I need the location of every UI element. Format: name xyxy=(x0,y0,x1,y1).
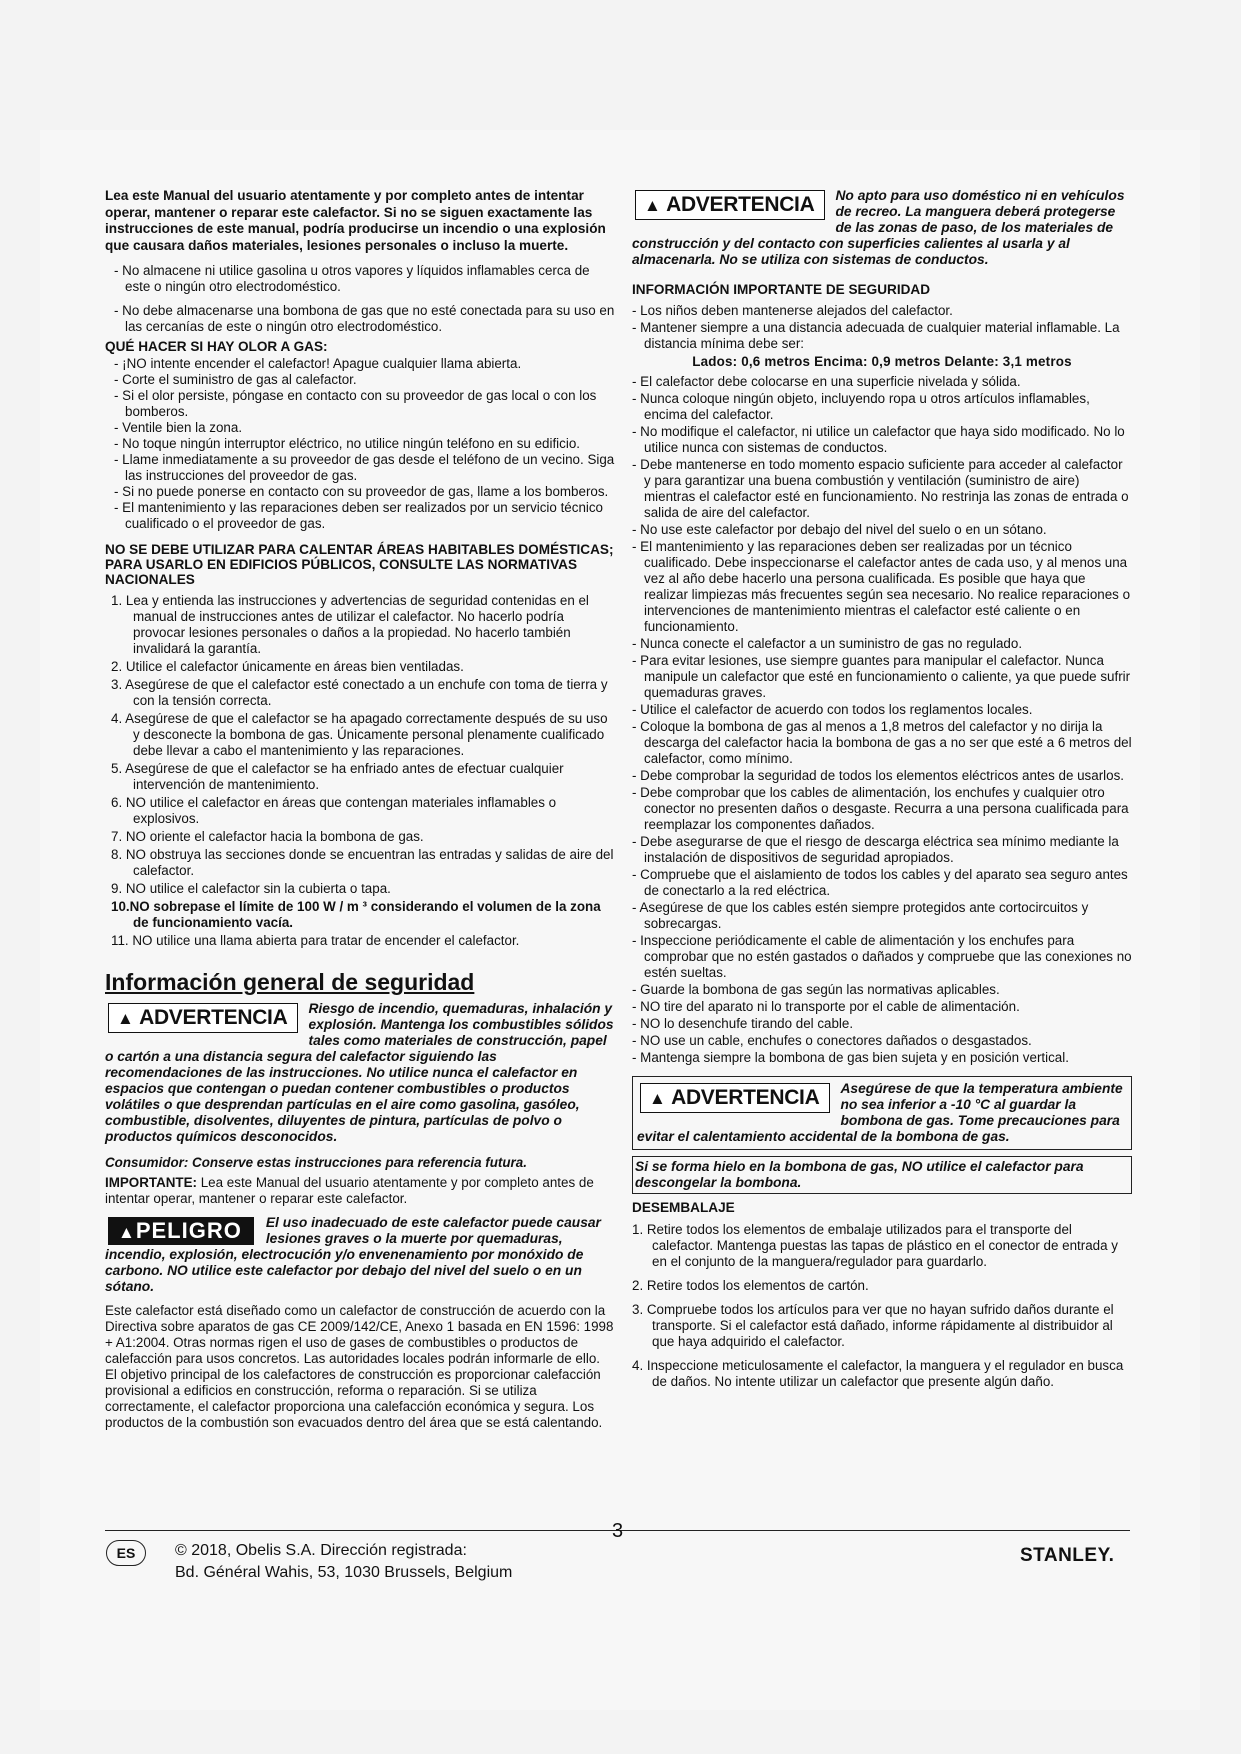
page-number: 3 xyxy=(612,1520,624,1542)
list-item: - Los niños deben mantenerse alejados del calefactor. xyxy=(632,303,953,318)
list-item: - Nunca coloque ningún objeto, incluyendo ropa u otros artículos inflamables, encima del calefactor. xyxy=(632,391,1090,422)
list-item: 7. NO oriente el calefactor hacia la bombona de gas. xyxy=(111,829,424,844)
ice-note: Si se forma hielo en la bombona de gas, NO utilice el calefactor para descongelar la bombona. xyxy=(632,1156,1132,1194)
fire-risk-warning xyxy=(105,1001,615,1145)
no-use-heading: NO SE DEBE UTILIZAR PARA CALENTAR ÁREAS HABITABLES DOMÉSTICAS; PARA USARLO EN EDIFICIOS PÚBLICOS, CONSULTE LAS NORMATIVAS NACIONALES xyxy=(105,542,614,587)
list-item: 6. NO utilice el calefactor en áreas que contengan materiales inflamables o explosivos. xyxy=(111,795,557,826)
list-item: - Debe mantenerse en todo momento espacio suficiente para acceder al calefactor y para garantizar una buena combustión y ventilación (suministro de aire) mientras el calefactor esté en funcionamiento. No restrinja las zonas de entrada o salida de aire del calefactor. xyxy=(632,457,1129,520)
warning-badge: ▲ ADVERTENCIA xyxy=(108,1003,298,1033)
right-column xyxy=(632,188,1132,1398)
list-item: - No use este calefactor por debajo del nivel del suelo o en un sótano. xyxy=(632,522,1047,537)
list-item: - Debe comprobar la seguridad de todos los elementos eléctricos antes de usarlos. xyxy=(632,768,1125,783)
list-item: - Llame inmediatamente a su proveedor de gas desde el teléfono de un vecino. Siga las instrucciones del proveedor de gas. xyxy=(114,452,615,483)
list-item: - Nunca conecte el calefactor a un suministro de gas no regulado. xyxy=(632,636,1023,651)
list-item: 1. Retire todos los elementos de embalaje utilizados para el transporte del calefactor. Mantenga puestas las tapas de plástico en el conector de entrada y en el conjunto de la manguera/regulador para guardarlo. xyxy=(632,1222,1118,1269)
list-item: - Mantener siempre a una distancia adecuada de cualquier material inflamable. La distancia mínima debe ser: xyxy=(632,320,1120,351)
consumer-note: Consumidor: Conserve estas instrucciones para referencia futura. xyxy=(105,1155,527,1170)
design-description: Este calefactor está diseñado como un calefactor de construcción de acuerdo con la Directiva sobre aparatos de gas CE 2009/142/CE, Anexo 1 basada en EN 1596: 1998 + A1:2004. Otras normas rigen el uso de gases de combustibles o productos de calefacción para usos concretos. Las autoridades locales podrán informarle de ello. El objetivo principal de los calefactores de construcción es proporcionar calefacción provisional a edificios en construcción, reforma o reparación. Si se utiliza correctamente, el calefactor proporciona una calefacción económica y segura. Los productos de la combustión son evacuados dentro del área que se está calentando. xyxy=(105,1303,614,1430)
list-item: - Corte el suministro de gas al calefactor. xyxy=(114,372,357,387)
brand-logo: STANLEY. xyxy=(1020,1545,1115,1566)
list-item: 5. Asegúrese de que el calefactor se ha enfriado antes de efectuar cualquier intervención de mantenimiento. xyxy=(111,761,564,792)
list-item: - Si no puede ponerse en contacto con su proveedor de gas, llame a los bomberos. xyxy=(114,484,609,499)
list-item: - Ventile bien la zona. xyxy=(114,420,243,435)
list-item: - El mantenimiento y las reparaciones deben ser realizados por un servicio técnico cualificado o el proveedor de gas. xyxy=(114,500,604,531)
list-item: 11. NO utilice una llama abierta para tratar de encender el calefactor. xyxy=(111,933,520,948)
list-item: 3. Asegúrese de que el calefactor esté conectado a un enchufe con toma de tierra y con la tensión correcta. xyxy=(111,677,608,708)
list-item: 8. NO obstruya las secciones donde se encuentran las entradas y salidas de aire del calefactor. xyxy=(111,847,614,878)
list-item: 2. Utilice el calefactor únicamente en áreas bien ventiladas. xyxy=(111,659,464,674)
safety-list xyxy=(632,374,1132,1066)
warning-triangle-icon: ▲ xyxy=(117,1009,134,1028)
warning-badge: ▲ ADVERTENCIA xyxy=(640,1083,830,1113)
list-item: - Inspeccione periódicamente el cable de alimentación y los enchufes para comprobar que no estén gastados o dañados y compruebe que las conexiones no estén sueltas. xyxy=(632,933,1132,980)
warning-badge: ▲ ADVERTENCIA xyxy=(635,190,825,220)
warning-cylinder: - No debe almacenarse una bombona de gas que no esté conectada para su uso en las cercanías de este o ningún otro electrodoméstico. xyxy=(114,303,615,334)
warning-triangle-icon: ▲ xyxy=(644,196,661,215)
danger-text: El uso inadecuado de este calefactor puede causar lesiones graves o la muerte por quemaduras, incendio, explosión, electrocución y/o envenenamiento por monóxido de carbono. NO utilice este calefactor por debajo del nivel del suelo o en un sótano. xyxy=(105,1215,601,1294)
warning-gasoline: - No almacene ni utilice gasolina u otros vapores y líquidos inflamables cerca de este o ningún otro electrodoméstico. xyxy=(114,263,590,294)
important-note: IMPORTANTE: Lea este Manual del usuario atentamente y por completo antes de intentar operar, mantener o reparar este calefactor. xyxy=(105,1175,594,1206)
list-item: - Guarde la bombona de gas según las normativas aplicables. xyxy=(632,982,1000,997)
list-item: - NO lo desenchufe tirando del cable. xyxy=(632,1016,854,1031)
list-item: 4. Inspeccione meticulosamente el calefactor, la manguera y el regulador en busca de daños. No intente utilizar un calefactor que presente algún daño. xyxy=(632,1358,1124,1389)
list-item: - Coloque la bombona de gas al menos a 1,8 metros del calefactor y no dirija la descarga del calefactor hacia la bombona de gas a no ser que esté a 6 metros del calefactor, como mínimo. xyxy=(632,719,1132,766)
list-item: - ¡NO intente encender el calefactor! Apague cualquier llama abierta. xyxy=(114,356,522,371)
list-item: - Debe asegurarse de que el riesgo de descarga eléctrica sea mínimo mediante la instalación de dispositivos de seguridad apropiados. xyxy=(632,834,1119,865)
list-item: - NO use un cable, enchufes o conectores dañados o desgastados. xyxy=(632,1033,1032,1048)
footer-address xyxy=(175,1540,512,1584)
domestic-warning xyxy=(632,188,1132,268)
min-distances: Lados: 0,6 metros Encima: 0,9 metros Delante: 3,1 metros xyxy=(692,354,1072,369)
address-text: Bd. Général Wahis, 53, 1030 Brussels, Belgium xyxy=(175,1564,513,1581)
list-item: 3. Compruebe todos los artículos para ver que no hayan sufrido daños durante el transporte. Si el calefactor está dañado, informe rápidamente al distribuidor al que haya adquirido el calefactor. xyxy=(632,1302,1114,1349)
list-item: - No modifique el calefactor, ni utilice un calefactor que haya sido modificado. No lo utilice nunca con sistemas de conductos. xyxy=(632,424,1125,455)
list-item: - Debe comprobar que los cables de alimentación, los enchufes y cualquier otro conector no presenten daños o desgaste. Recurra a una persona cualificada para reemplazar los componentes dañados. xyxy=(632,785,1129,832)
copyright-text: © 2018, Obelis S.A. Dirección registrada: xyxy=(175,1542,467,1559)
domestic-warning-text: No apto para uso doméstico ni en vehículos de recreo. La manguera deberá protegerse de las zonas de paso, de los materiales de construcción y del contacto con superficies calientes al usarla y al almacenarla. No se utiliza con sistemas de conductos. xyxy=(632,188,1125,267)
gas-smell-heading: QUÉ HACER SI HAY OLOR A GAS: xyxy=(105,339,328,354)
list-item: 2. Retire todos los elementos de cartón. xyxy=(632,1278,869,1293)
list-item: - Asegúrese de que los cables estén siempre protegidos ante cortocircuitos y sobrecargas. xyxy=(632,900,1089,931)
list-item: 1. Lea y entienda las instrucciones y advertencias de seguridad contenidas en el manual de instrucciones antes de utilizar el calefactor. No hacerlo podría provocar lesiones personales o daños a la propiedad. No hacerlo también invalidará la garantía. xyxy=(111,593,589,656)
list-item: - Mantenga siempre la bombona de gas bien sujeta y en posición vertical. xyxy=(632,1050,1069,1065)
list-item: 9. NO utilice el calefactor sin la cubierta o tapa. xyxy=(111,881,391,896)
list-item: - Utilice el calefactor de acuerdo con todos los reglamentos locales. xyxy=(632,702,1033,717)
danger-warning xyxy=(105,1215,615,1295)
danger-badge: ▲PELIGRO xyxy=(108,1217,254,1245)
numbered-instructions xyxy=(105,593,615,949)
temperature-warning-text: Asegúrese de que la temperatura ambiente no sea inferior a -10 °C al guardar la bombona de gas. Tome precauciones para evitar el calentamiento accidental de la bombona de gas. xyxy=(637,1081,1123,1144)
left-column xyxy=(105,188,615,1431)
temperature-warning xyxy=(632,1076,1132,1150)
list-item: 4. Asegúrese de que el calefactor se ha apagado correctamente después de su uso y desconecte la bombona de gas. Únicamente personal plenamente cualificado debe llevar a cabo el mantenimiento y las reparaciones. xyxy=(111,711,608,758)
list-item: - Compruebe que el aislamiento de todos los cables y del aparato sea seguro antes de conectarlo a la red eléctrica. xyxy=(632,867,1128,898)
section-title: Información general de seguridad xyxy=(105,969,475,995)
gas-smell-steps xyxy=(105,356,615,532)
unpack-heading: DESEMBALAJE xyxy=(632,1200,735,1215)
warning-triangle-icon: ▲ xyxy=(649,1089,666,1108)
language-badge: ES xyxy=(106,1540,146,1566)
list-item: - El mantenimiento y las reparaciones deben ser realizadas por un técnico cualificado. Debe inspeccionarse el calefactor antes de cada uso, y al menos una vez al año debe hacerlo una persona cualificada. Es posible que haya que realizar limpiezas más frecuentes según sea necesario. No realice reparaciones o intervenciones de mantenimiento mientras el calefactor esté caliente o en funcionamiento. xyxy=(632,539,1131,634)
list-item: - Si el olor persiste, póngase en contacto con su proveedor de gas local o con los bomberos. xyxy=(114,388,597,419)
fire-risk-text: Riesgo de incendio, quemaduras, inhalación y explosión. Mantenga los combustibles sólidos tales como materiales de construcción, papel o cartón a una distancia segura del calefactor siguiendo las recomendaciones de las instrucciones. No utilice nunca el calefactor en espacios que contengan o puedan contener combustibles o productos volátiles o que desprendan partículas en el aire como gasolina, gasóleo, combustible, disolventes, diluyentes de pintura, partículas de polvo o productos químicos desconocidos. xyxy=(105,1001,614,1144)
list-item: - Para evitar lesiones, use siempre guantes para manipular el calefactor. Nunca manipule un calefactor que esté en funcionamiento o caliente, ya que puede sufrir quemaduras graves. xyxy=(632,653,1131,700)
list-item: - El calefactor debe colocarse en una superficie nivelada y sólida. xyxy=(632,374,1021,389)
intro-warning: Lea este Manual del usuario atentamente y por completo antes de intentar operar, mantener o reparar este calefactor. Si no se siguen exactamente las instrucciones de este manual, podría producirse un incendio o una explosión que causara daños materiales, lesiones personales o incluso la muerte. xyxy=(105,188,606,253)
unpack-list xyxy=(632,1222,1132,1390)
list-item: - NO tire del aparato ni lo transporte por el cable de alimentación. xyxy=(632,999,1020,1014)
danger-triangle-icon: ▲ xyxy=(118,1223,136,1242)
list-item: - No toque ningún interruptor eléctrico, no utilice ningún teléfono en su edificio. xyxy=(114,436,580,451)
safety-heading: INFORMACIÓN IMPORTANTE DE SEGURIDAD xyxy=(632,282,931,297)
list-item-power-limit: 10.NO sobrepase el límite de 100 W / m ³ considerando el volumen de la zona de funcionamiento vacía. xyxy=(111,899,601,930)
